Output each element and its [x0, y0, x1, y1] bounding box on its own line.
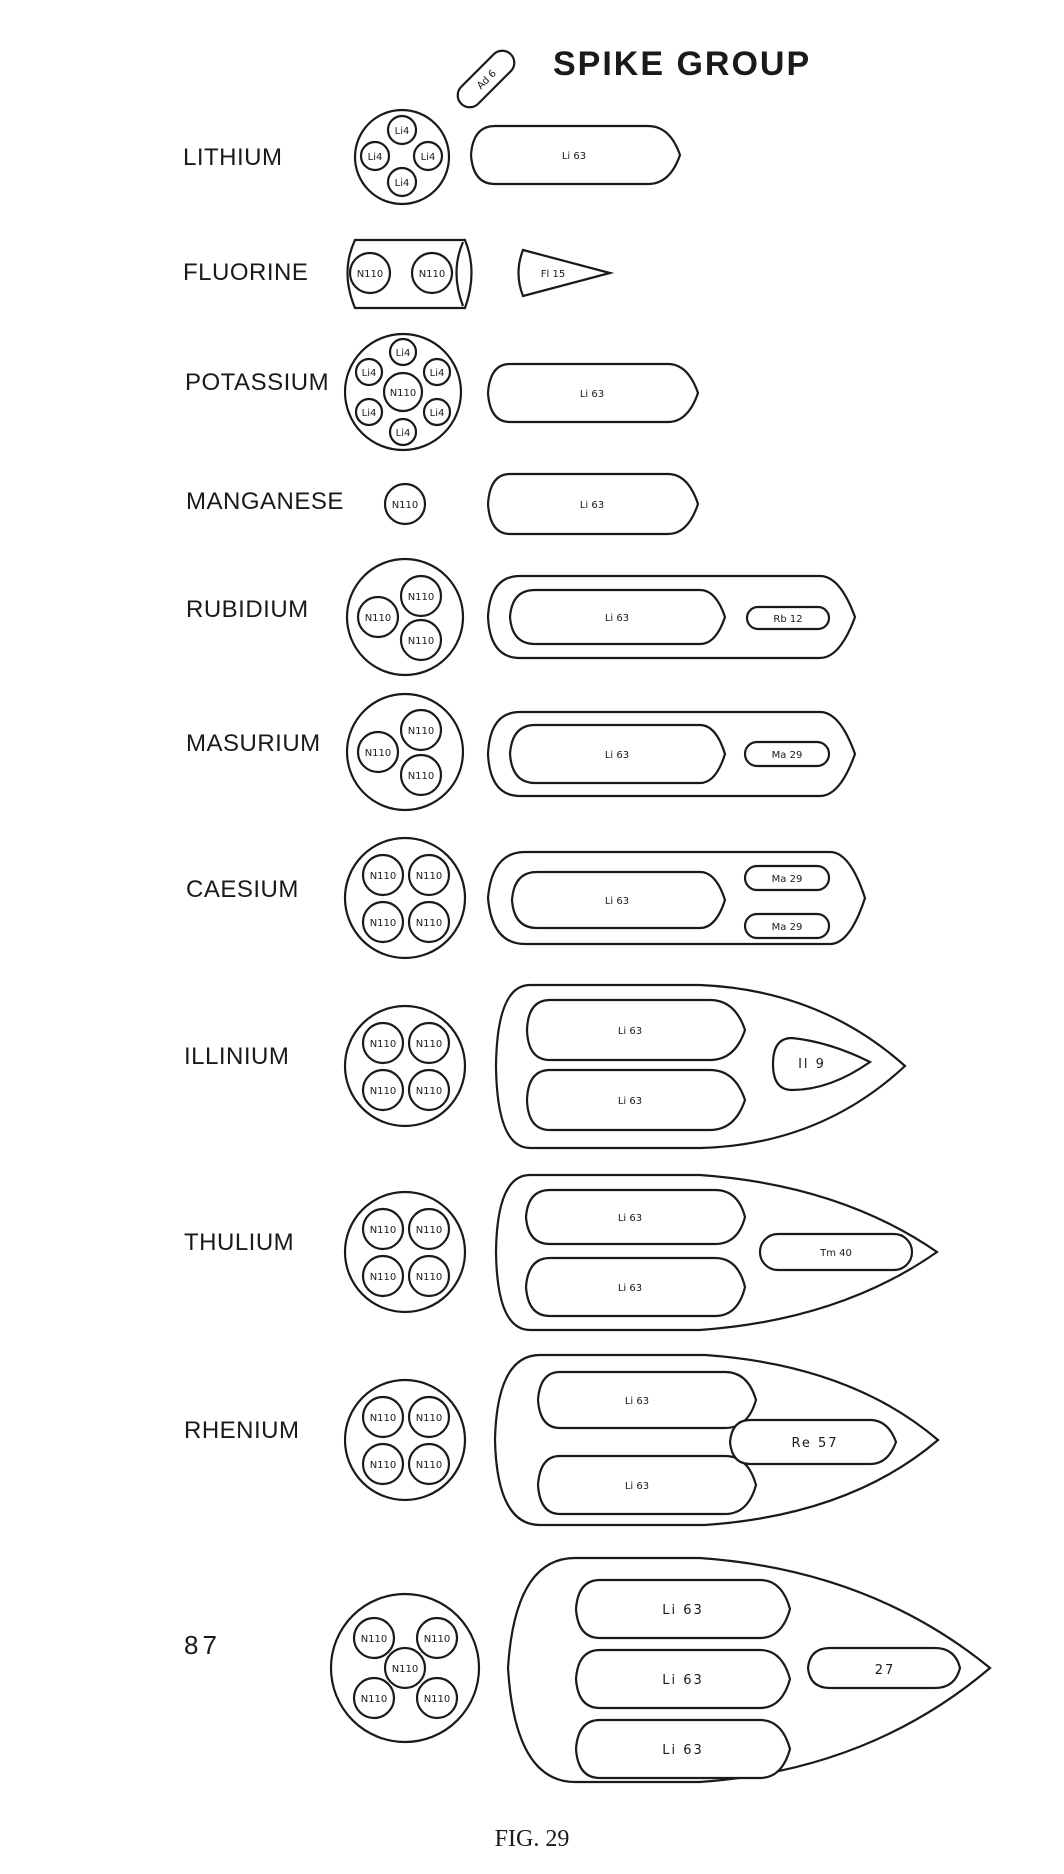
svg-text:Li 63: Li 63 [561, 151, 587, 162]
svg-text:Li 63: Li 63 [624, 1481, 650, 1492]
svg-text:N110: N110 [418, 269, 446, 280]
svg-text:N110: N110 [369, 1413, 397, 1424]
svg-text:Li4: Li4 [361, 368, 377, 379]
figure-title: SPIKE GROUP [553, 45, 812, 83]
svg-text:N110: N110 [369, 918, 397, 929]
svg-text:N110: N110 [360, 1694, 388, 1705]
svg-text:N110: N110 [415, 1413, 443, 1424]
potassium-nucleus [345, 334, 461, 450]
svg-text:N110: N110 [369, 1225, 397, 1236]
svg-text:Li 63: Li 63 [617, 1283, 643, 1294]
svg-text:Ma 29: Ma 29 [771, 750, 803, 761]
rubidium-nucleus [347, 559, 463, 675]
ad6-label: Ad 6 [475, 68, 499, 92]
svg-text:Li 63: Li 63 [662, 1743, 704, 1758]
ad6-capsule [453, 46, 519, 112]
svg-text:Li4: Li4 [429, 368, 445, 379]
svg-text:N110: N110 [407, 636, 435, 647]
svg-text:Li 63: Li 63 [662, 1603, 704, 1618]
element-label-lithium: LITHIUM [183, 144, 283, 171]
element-87-spike [508, 1558, 990, 1782]
thulium-spike [496, 1175, 937, 1330]
svg-text:Li 63: Li 63 [617, 1096, 643, 1107]
svg-text:N110: N110 [369, 1086, 397, 1097]
svg-text:N110: N110 [407, 592, 435, 603]
svg-text:Li4: Li4 [429, 408, 445, 419]
svg-text:N110: N110 [369, 871, 397, 882]
masurium-spike [488, 712, 855, 796]
element-label-caesium: CAESIUM [186, 876, 299, 903]
element-label-potassium: POTASSIUM [185, 369, 330, 396]
fluorine-nucleus [348, 240, 472, 308]
svg-text:27: 27 [874, 1663, 896, 1678]
svg-text:Li 63: Li 63 [617, 1213, 643, 1224]
svg-text:Li4: Li4 [395, 348, 411, 359]
rhenium-spike [495, 1355, 938, 1525]
svg-text:N110: N110 [391, 1664, 419, 1675]
svg-text:Li4: Li4 [394, 178, 410, 189]
element-label-illinium: ILLINIUM [184, 1043, 290, 1070]
svg-text:Li4: Li4 [361, 408, 377, 419]
potassium-spike [488, 364, 698, 422]
svg-text:N110: N110 [415, 918, 443, 929]
svg-text:Ma 29: Ma 29 [771, 922, 803, 933]
svg-text:N110: N110 [415, 1272, 443, 1283]
svg-text:Li 63: Li 63 [579, 389, 605, 400]
svg-text:Li4: Li4 [394, 126, 410, 137]
illinium-nucleus [345, 1006, 465, 1126]
svg-text:N110: N110 [389, 388, 417, 399]
element-label-rubidium: RUBIDIUM [186, 596, 309, 623]
svg-text:N110: N110 [407, 726, 435, 737]
element-label-thulium: THULIUM [184, 1229, 295, 1256]
svg-text:N110: N110 [360, 1634, 388, 1645]
svg-text:Re 57: Re 57 [791, 1436, 839, 1451]
svg-text:N110: N110 [415, 1086, 443, 1097]
svg-text:N110: N110 [369, 1039, 397, 1050]
svg-text:Li 63: Li 63 [604, 750, 630, 761]
svg-text:N110: N110 [423, 1634, 451, 1645]
svg-text:Li 63: Li 63 [624, 1396, 650, 1407]
svg-text:Li 63: Li 63 [604, 896, 630, 907]
svg-text:N110: N110 [356, 269, 384, 280]
thulium-nucleus [345, 1192, 465, 1312]
svg-text:N110: N110 [369, 1460, 397, 1471]
svg-text:N110: N110 [415, 1039, 443, 1050]
svg-text:N110: N110 [415, 871, 443, 882]
fluorine-spike [519, 250, 611, 296]
svg-text:Li4: Li4 [395, 428, 411, 439]
lithium-nucleus [355, 110, 449, 204]
caesium-nucleus [345, 838, 465, 958]
svg-text:N110: N110 [364, 748, 392, 759]
svg-text:Ma 29: Ma 29 [771, 874, 803, 885]
svg-text:Li 63: Li 63 [662, 1673, 704, 1688]
svg-text:N110: N110 [407, 771, 435, 782]
svg-text:Li 63: Li 63 [579, 500, 605, 511]
rubidium-spike [488, 576, 855, 658]
svg-text:N110: N110 [423, 1694, 451, 1705]
rhenium-nucleus [345, 1380, 465, 1500]
element-label-87: 87 [184, 1630, 221, 1660]
svg-text:N110: N110 [369, 1272, 397, 1283]
masurium-nucleus [347, 694, 463, 810]
svg-text:Fl 15: Fl 15 [540, 269, 566, 280]
svg-text:Il 9: Il 9 [798, 1057, 826, 1072]
figure-caption: FIG. 29 [494, 1826, 570, 1852]
svg-text:Li 63: Li 63 [604, 613, 630, 624]
svg-text:N110: N110 [415, 1225, 443, 1236]
caesium-spike [488, 852, 865, 944]
svg-text:N110: N110 [364, 613, 392, 624]
manganese-spike [488, 474, 698, 534]
manganese-nucleus [385, 484, 425, 524]
lithium-spike [471, 126, 680, 184]
svg-text:Rb 12: Rb 12 [773, 614, 803, 625]
svg-text:Tm 40: Tm 40 [820, 1248, 852, 1259]
svg-text:Li 63: Li 63 [617, 1026, 643, 1037]
element-87-nucleus [331, 1594, 479, 1742]
element-label-masurium: MASURIUM [186, 730, 321, 757]
svg-text:Li4: Li4 [420, 152, 436, 163]
element-label-fluorine: FLUORINE [183, 259, 309, 286]
element-label-manganese: MANGANESE [186, 488, 344, 515]
svg-text:N110: N110 [391, 500, 419, 511]
element-label-rhenium: RHENIUM [184, 1417, 300, 1444]
illinium-spike [496, 985, 905, 1148]
svg-text:N110: N110 [415, 1460, 443, 1471]
svg-text:Li4: Li4 [367, 152, 383, 163]
